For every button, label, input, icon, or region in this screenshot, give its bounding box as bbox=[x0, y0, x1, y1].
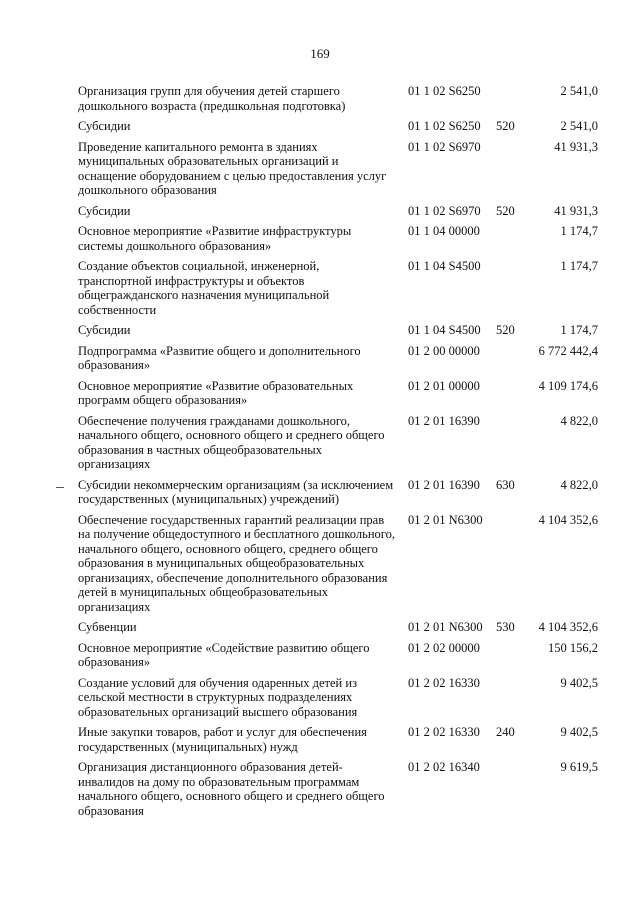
page-number: 169 bbox=[310, 46, 330, 61]
budget-classification-code: 01 2 02 16330 bbox=[408, 725, 480, 739]
budget-amount: 4 104 352,6 bbox=[538, 620, 598, 634]
budget-item-name: Иные закупки товаров, работ и услуг для обеспечения государственных (муниципальных) нужд bbox=[78, 725, 367, 754]
budget-classification-code: 01 2 02 16330 bbox=[408, 675, 480, 690]
budget-classification-code: 01 1 04 S4500 bbox=[408, 323, 481, 337]
budget-amount: 150 156,2 bbox=[548, 640, 598, 655]
budget-classification-code: 01 2 01 16390 bbox=[408, 413, 480, 428]
budget-classification-code: 01 1 02 S6970 bbox=[408, 139, 481, 154]
budget-item-name: Субсидии некоммерческим организациям (за исключением государственных (муниципальных) учреждений) bbox=[78, 477, 394, 506]
budget-row bbox=[78, 344, 608, 373]
budget-classification-code: 01 1 02 S6970 bbox=[408, 203, 481, 218]
budget-row bbox=[78, 760, 608, 818]
budget-row bbox=[78, 204, 608, 219]
budget-amount: 4 822,0 bbox=[560, 413, 598, 428]
budget-amount: 6 772 442,4 bbox=[538, 343, 598, 358]
budget-classification-code: 01 2 01 00000 bbox=[408, 378, 480, 393]
budget-item-name: Обеспечение получения гражданами дошкольного, начального общего, основного общего и среднего общего образования в частных общеобразовательных организациях bbox=[78, 413, 385, 471]
budget-amount: 9 402,5 bbox=[560, 675, 598, 690]
budget-row bbox=[78, 478, 608, 507]
budget-item-name: Основное мероприятие «Содействие развитию общего образования» bbox=[78, 640, 370, 669]
budget-row bbox=[78, 323, 608, 338]
budget-classification-code: 01 2 01 16390 bbox=[408, 477, 480, 492]
budget-amount: 9 402,5 bbox=[560, 725, 598, 739]
margin-mark bbox=[56, 487, 64, 488]
budget-row bbox=[78, 119, 608, 134]
budget-amount: 41 931,3 bbox=[554, 139, 598, 154]
budget-item-name: Организация дистанционного образования детей-инвалидов на дому по образовательным программам начального общего, основного общего и среднего общего образования bbox=[78, 760, 385, 818]
budget-row bbox=[78, 620, 608, 635]
budget-row bbox=[78, 84, 608, 113]
budget-amount: 41 931,3 bbox=[554, 203, 598, 218]
budget-classification-code: 01 1 02 S6250 bbox=[408, 119, 481, 133]
expense-type-code: 630 bbox=[496, 477, 515, 492]
budget-row bbox=[78, 224, 608, 253]
expense-type-code: 240 bbox=[496, 725, 515, 739]
budget-classification-code: 01 2 01 N6300 bbox=[408, 620, 483, 634]
budget-row bbox=[78, 414, 608, 472]
budget-item-name: Организация групп для обучения детей старшего дошкольного возраста (предшкольная подготовка) bbox=[78, 84, 346, 113]
budget-row bbox=[78, 379, 608, 408]
budget-classification-code: 01 1 04 S4500 bbox=[408, 259, 481, 273]
budget-amount: 9 619,5 bbox=[560, 760, 598, 774]
budget-amount: 1 174,7 bbox=[560, 259, 598, 273]
budget-item-name: Подпрограмма «Развитие общего и дополнительного образования» bbox=[78, 343, 361, 372]
expense-type-code: 520 bbox=[496, 323, 515, 337]
budget-row bbox=[78, 259, 608, 317]
budget-classification-code: 01 2 02 16340 bbox=[408, 760, 480, 774]
budget-amount: 2 541,0 bbox=[560, 119, 598, 133]
budget-item-name: Обеспечение государственных гарантий реализации прав на получение общедоступного и бесплатного дошкольного, начального общего, основного общего, среднего общего образования в муниципальных общеобразовательных организациях, обеспечение дополнительного образования детей в муниципальных общеобразовательных организациях bbox=[78, 512, 395, 614]
budget-row bbox=[78, 513, 608, 615]
budget-classification-code: 01 1 04 00000 bbox=[408, 224, 480, 238]
budget-classification-code: 01 2 02 00000 bbox=[408, 640, 480, 655]
budget-item-name: Основное мероприятие «Развитие инфраструктуры системы дошкольного образования» bbox=[78, 224, 352, 253]
budget-item-name: Субсидии bbox=[78, 119, 131, 133]
budget-item-name: Создание условий для обучения одаренных детей из сельской местности в структурных подразделениях образовательных организаций высшего образования bbox=[78, 675, 358, 719]
budget-item-name: Субсидии bbox=[78, 203, 131, 218]
budget-item-name: Проведение капитального ремонта в зданиях муниципальных образовательных организаций и оснащение оборудованием с целью предоставления услуг дошкольного образования bbox=[78, 139, 387, 197]
expense-type-code: 530 bbox=[496, 620, 515, 634]
budget-classification-code: 01 2 01 N6300 bbox=[408, 512, 483, 527]
budget-item-name: Субвенции bbox=[78, 620, 137, 634]
budget-item-name: Основное мероприятие «Развитие образовательных программ общего образования» bbox=[78, 378, 354, 407]
budget-amount: 2 541,0 bbox=[560, 84, 598, 98]
budget-item-name: Субсидии bbox=[78, 323, 131, 337]
expense-type-code: 520 bbox=[496, 119, 515, 133]
budget-amount: 1 174,7 bbox=[560, 323, 598, 337]
budget-classification-code: 01 2 00 00000 bbox=[408, 343, 480, 358]
budget-row bbox=[78, 676, 608, 720]
budget-row bbox=[78, 641, 608, 670]
budget-amount: 4 822,0 bbox=[560, 477, 598, 492]
budget-row bbox=[78, 725, 608, 754]
budget-classification-code: 01 1 02 S6250 bbox=[408, 84, 481, 98]
budget-amount: 1 174,7 bbox=[560, 224, 598, 238]
budget-amount: 4 104 352,6 bbox=[538, 512, 598, 527]
budget-row bbox=[78, 140, 608, 198]
budget-item-name: Создание объектов социальной, инженерной, транспортной инфраструктуры и объектов общегражданского назначения муниципальной собственности bbox=[78, 259, 330, 317]
expense-type-code: 520 bbox=[496, 203, 515, 218]
budget-table bbox=[78, 84, 608, 824]
budget-amount: 4 109 174,6 bbox=[538, 378, 598, 393]
